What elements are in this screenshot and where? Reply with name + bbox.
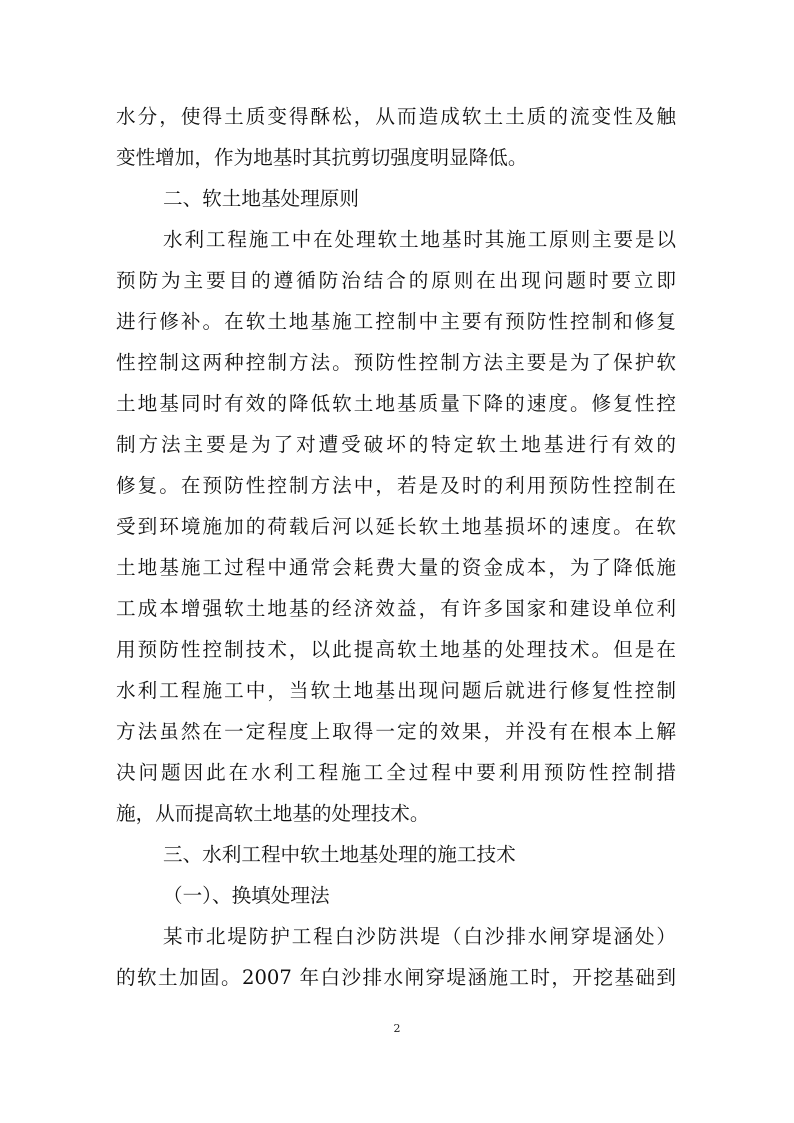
page-number: 2	[393, 1022, 401, 1035]
text-line-2: 变性增加，作为地基时其抗剪切强度明显降低。	[116, 146, 528, 169]
text-line-8: 土地基同时有效的降低软土地基质量下降的速度。修复性控	[116, 392, 676, 415]
subsection-heading-1: （一）、换填处理法	[163, 884, 330, 907]
text-line-15: 水利工程施工中，当软土地基出现问题后就进行修复性控制	[116, 679, 676, 702]
text-line-12: 土地基施工过程中通常会耗费大量的资金成本，为了降低施	[116, 556, 676, 579]
text-line-6: 进行修补。在软土地基施工控制中主要有预防性控制和修复	[116, 310, 676, 333]
text-line-5: 预防为主要目的遵循防治结合的原则在出现问题时要立即	[116, 269, 676, 292]
text-line-10: 修复。在预防性控制方法中，若是及时的利用预防性控制在	[116, 474, 676, 497]
text-line-21: 某市北堤防护工程白沙防洪堤（白沙排水闸穿堤涵处）	[163, 925, 676, 948]
text-line-14: 用预防性控制技术，以此提高软土地基的处理技术。但是在	[116, 638, 676, 661]
text-line-22: 的软土加固。2007 年白沙排水闸穿堤涵施工时，开挖基础到	[116, 966, 676, 989]
text-line-7: 性控制这两种控制方法。预防性控制方法主要是为了保护软	[116, 351, 676, 374]
text-line-4: 水利工程施工中在处理软土地基时其施工原则主要是以	[163, 228, 676, 251]
text-line-18: 施，从而提高软土地基的处理技术。	[116, 802, 430, 825]
text-line-13: 工成本增强软土地基的经济效益，有许多国家和建设单位利	[116, 597, 676, 620]
text-line-17: 决问题因此在水利工程施工全过程中要利用预防性控制措	[116, 761, 676, 784]
section-heading-3: 三、水利工程中软土地基处理的施工技术	[163, 843, 516, 866]
text-line-16: 方法虽然在一定程度上取得一定的效果，并没有在根本上解	[116, 720, 676, 743]
text-line-1: 水分，使得土质变得酥松，从而造成软土土质的流变性及触	[116, 105, 676, 128]
section-heading-2: 二、软土地基处理原则	[163, 187, 359, 210]
page-body	[116, 96, 676, 998]
text-line-9: 制方法主要是为了对遭受破坏的特定软土地基进行有效的	[116, 433, 676, 456]
text-line-11: 受到环境施加的荷载后河以延长软土地基损坏的速度。在软	[116, 515, 676, 538]
